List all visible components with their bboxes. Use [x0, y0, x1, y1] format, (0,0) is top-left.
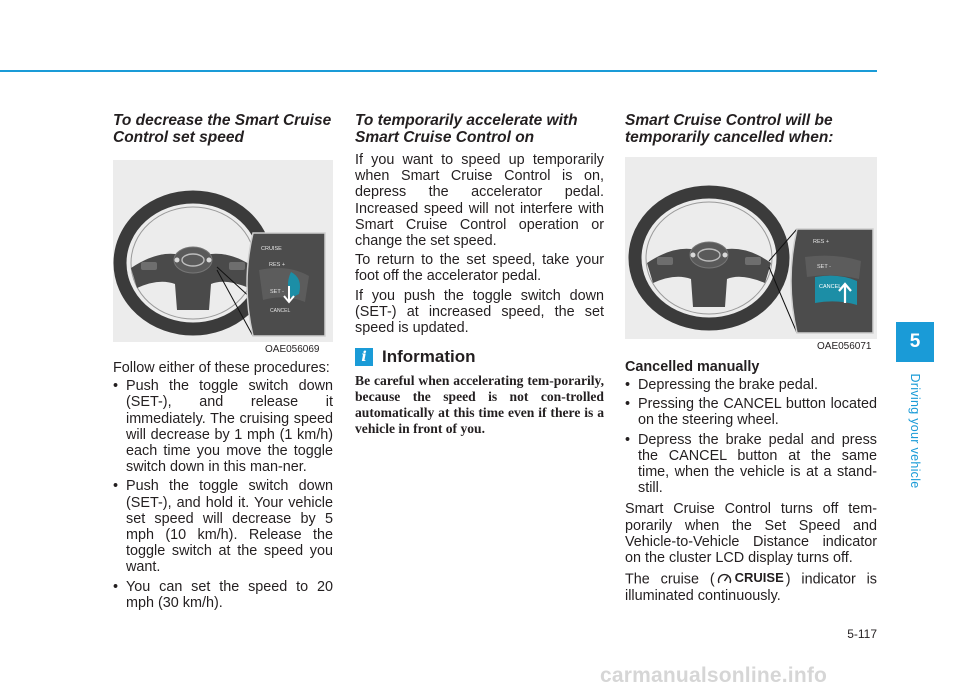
paragraph: If you want to speed up temporarily when Smart Cruise Control is on, depress the accelerator pedal. Increased speed will not interfere with Smart Cruise Control operation or change the set speed. [355, 152, 604, 250]
information-title: Information [382, 347, 476, 367]
cancel-conditions-list [625, 377, 877, 496]
information-text: Be careful when accelerating tem-porarily, because the speed is not con-trolled automatically at this time even if there is a vehicle in front of you. [355, 373, 604, 437]
intro-text: Follow either of these procedures: [113, 360, 330, 376]
steering-wheel-figure-set [113, 160, 333, 342]
subheading-cancelled-manually: Cancelled manually [625, 359, 760, 375]
cruise-text-after: ) indicator is illuminated continuously. [625, 571, 877, 605]
speedometer-icon [717, 572, 732, 585]
list-item: • Push the toggle switch down (SET-), and hold it. Your vehicle set speed will decrease by 5 mph (10 km/h). Release the toggle switch at the speed you want. [113, 478, 333, 575]
list-item: • Depress the brake pedal and press the CANCEL button at the same time, when the vehicle is at a stand-still. [625, 432, 877, 497]
paragraph: If you push the toggle switch down (SET-) at increased speed, the set speed is updated. [355, 287, 604, 337]
decrease-speed-list [113, 378, 333, 611]
watermark: carmanualsonline.info [600, 664, 828, 687]
information-header [355, 347, 604, 367]
figure-label-res: RES + [269, 262, 286, 268]
figure-label-cancel: CANCEL [819, 284, 842, 290]
paragraph: Smart Cruise Control turns off tem-porarily when the Set Speed and Vehicle-to-Vehicle Distance indicator on the cluster LCD display turns off. [625, 501, 877, 567]
steering-wheel-illustration [113, 160, 333, 342]
list-item: • Depressing the brake pedal. [625, 377, 877, 393]
page-number: 5-117 [847, 627, 877, 641]
steering-wheel-illustration [625, 157, 877, 339]
column-decrease-speed [113, 112, 333, 611]
figure-label-set: SET - [817, 264, 831, 270]
column-temporary-accelerate [355, 112, 604, 437]
heading-accelerate: To temporarily accelerate with Smart Cruise Control on [355, 112, 578, 146]
heading-cancel: Smart Cruise Control will be temporarily cancelled when: [625, 112, 834, 146]
heading-decrease-speed: To decrease the Smart Cruise Control set speed [113, 112, 332, 146]
list-item: • You can set the speed to 20 mph (30 km/h). [113, 579, 333, 611]
info-icon: i [355, 348, 373, 366]
list-item: • Pressing the CANCEL button located on the steering wheel. [625, 396, 877, 428]
cruise-indicator-paragraph [625, 570, 877, 604]
cruise-text-before: The cruise ( [625, 571, 715, 588]
paragraph: To return to the set speed, take your foot off the accelerator pedal. [355, 252, 604, 285]
chapter-tab: 5 [896, 322, 934, 362]
chapter-title: Driving your vehicle [908, 373, 922, 489]
figure-code: OAE056071 [817, 341, 872, 352]
cruise-indicator [717, 570, 784, 586]
list-item: • Push the toggle switch down (SET-), and release it immediately. The cruising speed will decrease by 1 mph (1 km/h) each time you move the toggle switch down in this man-ner. [113, 378, 333, 475]
header-rule [0, 70, 877, 72]
cruise-label: CRUISE [734, 570, 784, 586]
figure-label-res: RES + [813, 239, 830, 245]
figure-label-set: SET - [270, 289, 284, 295]
column-cancel [625, 112, 877, 604]
figure-label-cruise: CRUISE [261, 246, 282, 252]
figure-label-cancel: CANCEL [270, 308, 291, 314]
figure-code: OAE056069 [265, 344, 320, 355]
steering-wheel-figure-cancel [625, 157, 877, 339]
